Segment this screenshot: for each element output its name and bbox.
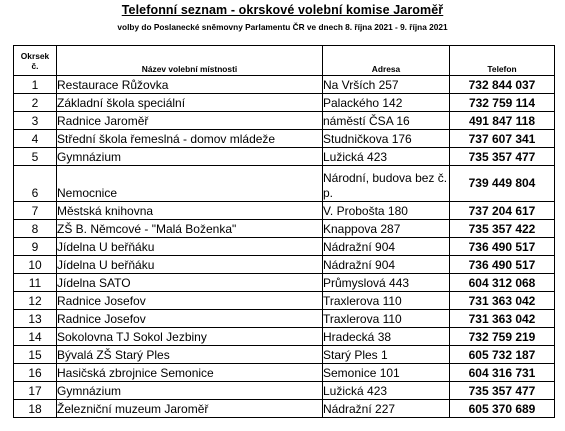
table-row [14, 310, 555, 328]
okrsek-number: 11 [14, 274, 57, 292]
okrsek-number: 5 [14, 148, 57, 166]
okrsek-number: 1 [14, 76, 57, 94]
table-row [14, 292, 555, 310]
table-row [14, 364, 555, 382]
polling-station-name: Restaurace Růžovka [57, 76, 323, 94]
polling-station-name: ZŠ B. Němcové - "Malá Boženka" [57, 220, 323, 238]
table-body [14, 76, 555, 418]
phone-number: 739 449 804 [450, 166, 555, 202]
table-row [14, 130, 555, 148]
address: Národní, budova bez č. p. [323, 166, 450, 202]
polling-station-name: Železniční muzeum Jaroměř [57, 400, 323, 418]
header-row [14, 46, 555, 76]
address: Traxlerova 110 [323, 292, 450, 310]
table-row [14, 112, 555, 130]
address: Lužická 423 [323, 148, 450, 166]
okrsek-number: 6 [14, 166, 57, 202]
address: Traxlerova 110 [323, 310, 450, 328]
polling-station-name: Jídelna U beřňáku [57, 238, 323, 256]
address: Na Vrších 257 [323, 76, 450, 94]
phone-number: 737 607 341 [450, 130, 555, 148]
okrsek-number: 17 [14, 382, 57, 400]
phone-number: 737 204 617 [450, 202, 555, 220]
okrsek-number: 14 [14, 328, 57, 346]
address: Palackého 142 [323, 94, 450, 112]
table-row [14, 76, 555, 94]
address: náměstí ČSA 16 [323, 112, 450, 130]
table-row [14, 238, 555, 256]
table-row [14, 256, 555, 274]
okrsek-number: 2 [14, 94, 57, 112]
document-subtitle: volby do Poslanecké sněmovny Parlamentu ČR ve dnech 8. října 2021 - 9. října 2021 [117, 22, 448, 32]
address: Starý Ples 1 [323, 346, 450, 364]
okrsek-number: 12 [14, 292, 57, 310]
phone-number: 605 732 187 [450, 346, 555, 364]
polling-station-name: Radnice Jaroměř [57, 112, 323, 130]
address: Průmyslová 443 [323, 274, 450, 292]
phone-number: 735 357 477 [450, 148, 555, 166]
address: Semonice 101 [323, 364, 450, 382]
okrsek-number: 7 [14, 202, 57, 220]
phone-number: 731 363 042 [450, 310, 555, 328]
table-row [14, 328, 555, 346]
polling-station-name: Gymnázium [57, 148, 323, 166]
phone-number: 732 759 114 [450, 94, 555, 112]
okrsek-number: 8 [14, 220, 57, 238]
okrsek-number: 13 [14, 310, 57, 328]
address: Nádražní 227 [323, 400, 450, 418]
polling-station-name: Základní škola speciální [57, 94, 323, 112]
polling-station-name: Jídelna SATO [57, 274, 323, 292]
phone-number: 732 759 219 [450, 328, 555, 346]
polling-station-name: Radnice Josefov [57, 292, 323, 310]
polling-station-name: Střední škola řemeslná - domov mládeže [57, 130, 323, 148]
table-row [14, 274, 555, 292]
table-row [14, 346, 555, 364]
table-row [14, 148, 555, 166]
header-okrsek-line1: Okrsek [20, 50, 50, 61]
document-title: Telefonní seznam - okrskové volební komise Jaroměř [121, 3, 444, 17]
table-row [14, 382, 555, 400]
okrsek-number: 15 [14, 346, 57, 364]
polling-station-name: Sokolovna TJ Sokol Jezbiny [57, 328, 323, 346]
header-phone: Telefon [450, 46, 555, 76]
address: Nádražní 904 [323, 238, 450, 256]
address: Hradecká 38 [323, 328, 450, 346]
okrsek-number: 4 [14, 130, 57, 148]
phone-number: 736 490 517 [450, 238, 555, 256]
address: Knappova 287 [323, 220, 450, 238]
table-row [14, 166, 555, 202]
polling-station-name: Bývalá ZŠ Starý Ples [57, 346, 323, 364]
table-row [14, 202, 555, 220]
address: V. Probošta 180 [323, 202, 450, 220]
okrsek-number: 18 [14, 400, 57, 418]
phone-number: 735 357 422 [450, 220, 555, 238]
okrsek-number: 16 [14, 364, 57, 382]
phone-directory-table [13, 45, 555, 418]
polling-station-name: Nemocnice [57, 166, 323, 202]
address: Lužická 423 [323, 382, 450, 400]
okrsek-number: 10 [14, 256, 57, 274]
okrsek-number: 9 [14, 238, 57, 256]
header-okrsek-line2: č. [31, 60, 39, 71]
address: Nádražní 904 [323, 256, 450, 274]
polling-station-name: Hasičská zbrojnice Semonice [57, 364, 323, 382]
phone-number: 732 844 037 [450, 76, 555, 94]
phone-number: 736 490 517 [450, 256, 555, 274]
phone-number: 604 316 731 [450, 364, 555, 382]
polling-station-name: Jídelna U beřňáku [57, 256, 323, 274]
header-name: Název volební místnosti [57, 46, 323, 76]
header-address: Adresa [323, 46, 450, 76]
phone-number: 604 312 068 [450, 274, 555, 292]
table-row [14, 400, 555, 418]
phone-number: 491 847 118 [450, 112, 555, 130]
table-row [14, 94, 555, 112]
okrsek-number: 3 [14, 112, 57, 130]
table-row [14, 220, 555, 238]
polling-station-name: Gymnázium [57, 382, 323, 400]
phone-number: 735 357 477 [450, 382, 555, 400]
polling-station-name: Městská knihovna [57, 202, 323, 220]
phone-number: 731 363 042 [450, 292, 555, 310]
header-okrsek [14, 46, 57, 76]
polling-station-name: Radnice Josefov [57, 310, 323, 328]
address: Studničkova 176 [323, 130, 450, 148]
phone-number: 605 370 689 [450, 400, 555, 418]
